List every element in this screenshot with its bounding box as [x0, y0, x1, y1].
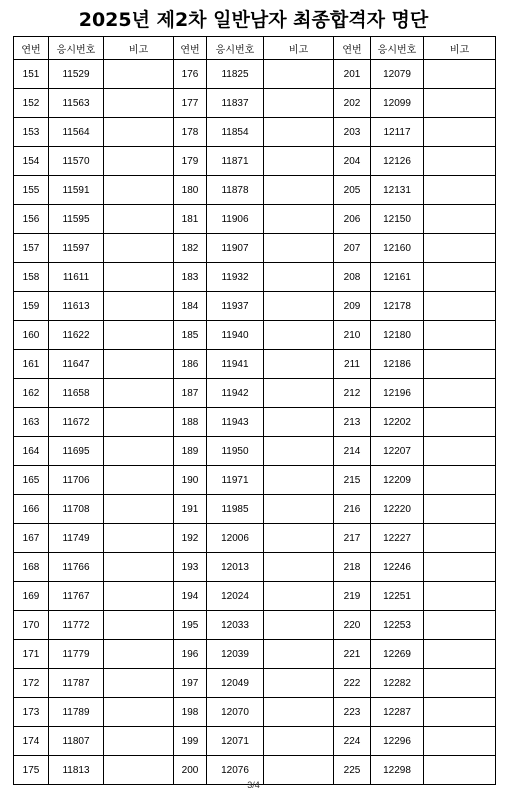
table-row [14, 292, 496, 321]
note-cell [264, 466, 334, 495]
note-cell [424, 466, 496, 495]
seq-cell: 177 [174, 89, 207, 118]
note-cell [104, 263, 174, 292]
note-cell [424, 553, 496, 582]
seq-cell: 189 [174, 437, 207, 466]
note-cell [104, 698, 174, 727]
seq-cell: 210 [334, 321, 371, 350]
note-cell [264, 524, 334, 553]
table-row [14, 350, 496, 379]
exam-number-cell: 12150 [371, 205, 424, 234]
seq-cell: 191 [174, 495, 207, 524]
seq-cell: 163 [14, 408, 49, 437]
seq-cell: 192 [174, 524, 207, 553]
exam-number-cell: 11564 [49, 118, 104, 147]
exam-number-cell: 12282 [371, 669, 424, 698]
exam-number-cell: 12076 [207, 756, 264, 785]
seq-cell: 151 [14, 60, 49, 89]
exam-number-cell: 12117 [371, 118, 424, 147]
note-cell [424, 350, 496, 379]
note-cell [424, 321, 496, 350]
note-cell [264, 553, 334, 582]
note-cell [424, 234, 496, 263]
table-row [14, 553, 496, 582]
note-cell [264, 321, 334, 350]
note-cell [424, 379, 496, 408]
exam-number-cell: 11595 [49, 205, 104, 234]
note-cell [264, 263, 334, 292]
seq-cell: 194 [174, 582, 207, 611]
header-note: 비고 [264, 37, 334, 60]
exam-number-cell: 11706 [49, 466, 104, 495]
seq-cell: 201 [334, 60, 371, 89]
exam-number-cell: 11766 [49, 553, 104, 582]
note-cell [104, 350, 174, 379]
note-cell [104, 292, 174, 321]
exam-number-cell: 11940 [207, 321, 264, 350]
exam-number-cell: 11813 [49, 756, 104, 785]
exam-number-cell: 11943 [207, 408, 264, 437]
seq-cell: 179 [174, 147, 207, 176]
note-cell [264, 176, 334, 205]
seq-cell: 222 [334, 669, 371, 698]
seq-cell: 215 [334, 466, 371, 495]
exam-number-cell: 11563 [49, 89, 104, 118]
seq-cell: 155 [14, 176, 49, 205]
note-cell [424, 640, 496, 669]
note-cell [424, 611, 496, 640]
seq-cell: 209 [334, 292, 371, 321]
exam-number-cell: 12227 [371, 524, 424, 553]
header-seq: 연번 [14, 37, 49, 60]
header-seq: 연번 [334, 37, 371, 60]
exam-number-cell: 12207 [371, 437, 424, 466]
seq-cell: 206 [334, 205, 371, 234]
note-cell [424, 176, 496, 205]
note-cell [104, 205, 174, 234]
note-cell [264, 147, 334, 176]
header-exam-no: 응시번호 [371, 37, 424, 60]
seq-cell: 196 [174, 640, 207, 669]
header-note: 비고 [424, 37, 496, 60]
exam-number-cell: 12269 [371, 640, 424, 669]
note-cell [264, 234, 334, 263]
exam-number-cell: 11789 [49, 698, 104, 727]
seq-cell: 200 [174, 756, 207, 785]
seq-cell: 152 [14, 89, 49, 118]
exam-number-cell: 12180 [371, 321, 424, 350]
seq-cell: 213 [334, 408, 371, 437]
header-row [14, 37, 496, 60]
seq-cell: 218 [334, 553, 371, 582]
seq-cell: 205 [334, 176, 371, 205]
note-cell [424, 292, 496, 321]
exam-number-cell: 11779 [49, 640, 104, 669]
seq-cell: 212 [334, 379, 371, 408]
seq-cell: 156 [14, 205, 49, 234]
table-row [14, 495, 496, 524]
exam-number-cell: 12178 [371, 292, 424, 321]
exam-number-cell: 11647 [49, 350, 104, 379]
note-cell [424, 263, 496, 292]
note-cell [424, 437, 496, 466]
exam-number-cell: 12006 [207, 524, 264, 553]
exam-number-cell: 11942 [207, 379, 264, 408]
table-row [14, 698, 496, 727]
note-cell [104, 495, 174, 524]
seq-cell: 158 [14, 263, 49, 292]
exam-number-cell: 12033 [207, 611, 264, 640]
exam-number-cell: 12024 [207, 582, 264, 611]
seq-cell: 217 [334, 524, 371, 553]
seq-cell: 176 [174, 60, 207, 89]
exam-number-cell: 11878 [207, 176, 264, 205]
note-cell [264, 60, 334, 89]
note-cell [424, 524, 496, 553]
note-cell [264, 669, 334, 698]
seq-cell: 172 [14, 669, 49, 698]
seq-cell: 154 [14, 147, 49, 176]
table-row [14, 669, 496, 698]
exam-number-cell: 12131 [371, 176, 424, 205]
seq-cell: 157 [14, 234, 49, 263]
table-row [14, 118, 496, 147]
note-cell [424, 669, 496, 698]
exam-number-cell: 11906 [207, 205, 264, 234]
note-cell [264, 89, 334, 118]
exam-number-cell: 12246 [371, 553, 424, 582]
seq-cell: 202 [334, 89, 371, 118]
note-cell [104, 176, 174, 205]
exam-number-cell: 11772 [49, 611, 104, 640]
table-row [14, 379, 496, 408]
note-cell [104, 89, 174, 118]
seq-cell: 182 [174, 234, 207, 263]
table-row [14, 176, 496, 205]
seq-cell: 174 [14, 727, 49, 756]
exam-number-cell: 11529 [49, 60, 104, 89]
page-indicator: 3/4 [247, 780, 260, 790]
note-cell [104, 118, 174, 147]
table-row [14, 640, 496, 669]
seq-cell: 173 [14, 698, 49, 727]
seq-cell: 221 [334, 640, 371, 669]
seq-cell: 220 [334, 611, 371, 640]
exam-number-cell: 12196 [371, 379, 424, 408]
table-row [14, 89, 496, 118]
seq-cell: 153 [14, 118, 49, 147]
exam-number-cell: 11787 [49, 669, 104, 698]
table-row [14, 727, 496, 756]
exam-number-cell: 11971 [207, 466, 264, 495]
note-cell [104, 466, 174, 495]
roster-body [14, 60, 496, 785]
exam-number-cell: 12039 [207, 640, 264, 669]
exam-number-cell: 12296 [371, 727, 424, 756]
note-cell [104, 234, 174, 263]
exam-number-cell: 11597 [49, 234, 104, 263]
table-row [14, 408, 496, 437]
seq-cell: 169 [14, 582, 49, 611]
seq-cell: 211 [334, 350, 371, 379]
table-row [14, 437, 496, 466]
note-cell [424, 118, 496, 147]
exam-number-cell: 12209 [371, 466, 424, 495]
page-title: 2025년 제2차 일반남자 최종합격자 명단 [78, 9, 429, 31]
note-cell [104, 60, 174, 89]
exam-number-cell: 11932 [207, 263, 264, 292]
table-row [14, 263, 496, 292]
table-row [14, 611, 496, 640]
seq-cell: 187 [174, 379, 207, 408]
note-cell [104, 582, 174, 611]
note-cell [424, 408, 496, 437]
table-row [14, 147, 496, 176]
exam-number-cell: 11937 [207, 292, 264, 321]
table-row [14, 466, 496, 495]
note-cell [264, 118, 334, 147]
exam-number-cell: 11749 [49, 524, 104, 553]
exam-number-cell: 11825 [207, 60, 264, 89]
exam-number-cell: 11907 [207, 234, 264, 263]
seq-cell: 208 [334, 263, 371, 292]
exam-number-cell: 12071 [207, 727, 264, 756]
seq-cell: 186 [174, 350, 207, 379]
seq-cell: 164 [14, 437, 49, 466]
seq-cell: 219 [334, 582, 371, 611]
note-cell [264, 495, 334, 524]
note-cell [264, 408, 334, 437]
seq-cell: 183 [174, 263, 207, 292]
seq-cell: 180 [174, 176, 207, 205]
seq-cell: 204 [334, 147, 371, 176]
note-cell [104, 524, 174, 553]
seq-cell: 214 [334, 437, 371, 466]
note-cell [264, 698, 334, 727]
seq-cell: 160 [14, 321, 49, 350]
seq-cell: 223 [334, 698, 371, 727]
note-cell [264, 640, 334, 669]
seq-cell: 224 [334, 727, 371, 756]
seq-cell: 165 [14, 466, 49, 495]
note-cell [264, 292, 334, 321]
exam-number-cell: 12049 [207, 669, 264, 698]
exam-number-cell: 11672 [49, 408, 104, 437]
seq-cell: 190 [174, 466, 207, 495]
seq-cell: 181 [174, 205, 207, 234]
exam-number-cell: 11591 [49, 176, 104, 205]
note-cell [264, 205, 334, 234]
seq-cell: 168 [14, 553, 49, 582]
note-cell [264, 727, 334, 756]
note-cell [104, 640, 174, 669]
exam-number-cell: 11767 [49, 582, 104, 611]
exam-number-cell: 12253 [371, 611, 424, 640]
exam-number-cell: 11613 [49, 292, 104, 321]
exam-number-cell: 11941 [207, 350, 264, 379]
table-row [14, 205, 496, 234]
exam-number-cell: 12161 [371, 263, 424, 292]
seq-cell: 175 [14, 756, 49, 785]
exam-number-cell: 11985 [207, 495, 264, 524]
seq-cell: 198 [174, 698, 207, 727]
seq-cell: 225 [334, 756, 371, 785]
note-cell [424, 582, 496, 611]
exam-number-cell: 11695 [49, 437, 104, 466]
table-row [14, 60, 496, 89]
table-row [14, 582, 496, 611]
exam-number-cell: 12251 [371, 582, 424, 611]
seq-cell: 171 [14, 640, 49, 669]
seq-cell: 161 [14, 350, 49, 379]
note-cell [104, 437, 174, 466]
exam-number-cell: 12287 [371, 698, 424, 727]
exam-number-cell: 12079 [371, 60, 424, 89]
note-cell [104, 727, 174, 756]
note-cell [264, 437, 334, 466]
seq-cell: 193 [174, 553, 207, 582]
exam-number-cell: 12202 [371, 408, 424, 437]
seq-cell: 199 [174, 727, 207, 756]
seq-cell: 188 [174, 408, 207, 437]
note-cell [424, 727, 496, 756]
exam-number-cell: 12126 [371, 147, 424, 176]
exam-number-cell: 11708 [49, 495, 104, 524]
exam-number-cell: 12220 [371, 495, 424, 524]
exam-number-cell: 12013 [207, 553, 264, 582]
exam-number-cell: 11622 [49, 321, 104, 350]
note-cell [104, 553, 174, 582]
exam-number-cell: 12298 [371, 756, 424, 785]
seq-cell: 166 [14, 495, 49, 524]
seq-cell: 203 [334, 118, 371, 147]
exam-number-cell: 12070 [207, 698, 264, 727]
note-cell [104, 408, 174, 437]
note-cell [424, 89, 496, 118]
note-cell [424, 205, 496, 234]
seq-cell: 159 [14, 292, 49, 321]
exam-number-cell: 11658 [49, 379, 104, 408]
note-cell [264, 379, 334, 408]
seq-cell: 195 [174, 611, 207, 640]
header-note: 비고 [104, 37, 174, 60]
table-row [14, 234, 496, 263]
note-cell [424, 60, 496, 89]
exam-number-cell: 11570 [49, 147, 104, 176]
exam-number-cell: 11807 [49, 727, 104, 756]
note-cell [104, 669, 174, 698]
note-cell [264, 350, 334, 379]
seq-cell: 162 [14, 379, 49, 408]
exam-number-cell: 11611 [49, 263, 104, 292]
exam-number-cell: 11871 [207, 147, 264, 176]
seq-cell: 197 [174, 669, 207, 698]
header-seq: 연번 [174, 37, 207, 60]
seq-cell: 207 [334, 234, 371, 263]
table-row [14, 524, 496, 553]
seq-cell: 184 [174, 292, 207, 321]
seq-cell: 178 [174, 118, 207, 147]
note-cell [104, 379, 174, 408]
exam-number-cell: 11950 [207, 437, 264, 466]
exam-number-cell: 11837 [207, 89, 264, 118]
exam-number-cell: 12099 [371, 89, 424, 118]
table-row [14, 321, 496, 350]
note-cell [104, 147, 174, 176]
applicant-roster-table [13, 36, 496, 785]
note-cell [104, 611, 174, 640]
note-cell [264, 582, 334, 611]
note-cell [424, 698, 496, 727]
seq-cell: 170 [14, 611, 49, 640]
seq-cell: 216 [334, 495, 371, 524]
exam-number-cell: 12186 [371, 350, 424, 379]
note-cell [104, 321, 174, 350]
note-cell [424, 147, 496, 176]
seq-cell: 167 [14, 524, 49, 553]
note-cell [424, 495, 496, 524]
header-exam-no: 응시번호 [207, 37, 264, 60]
note-cell [264, 611, 334, 640]
exam-number-cell: 12160 [371, 234, 424, 263]
header-exam-no: 응시번호 [49, 37, 104, 60]
seq-cell: 185 [174, 321, 207, 350]
exam-number-cell: 11854 [207, 118, 264, 147]
